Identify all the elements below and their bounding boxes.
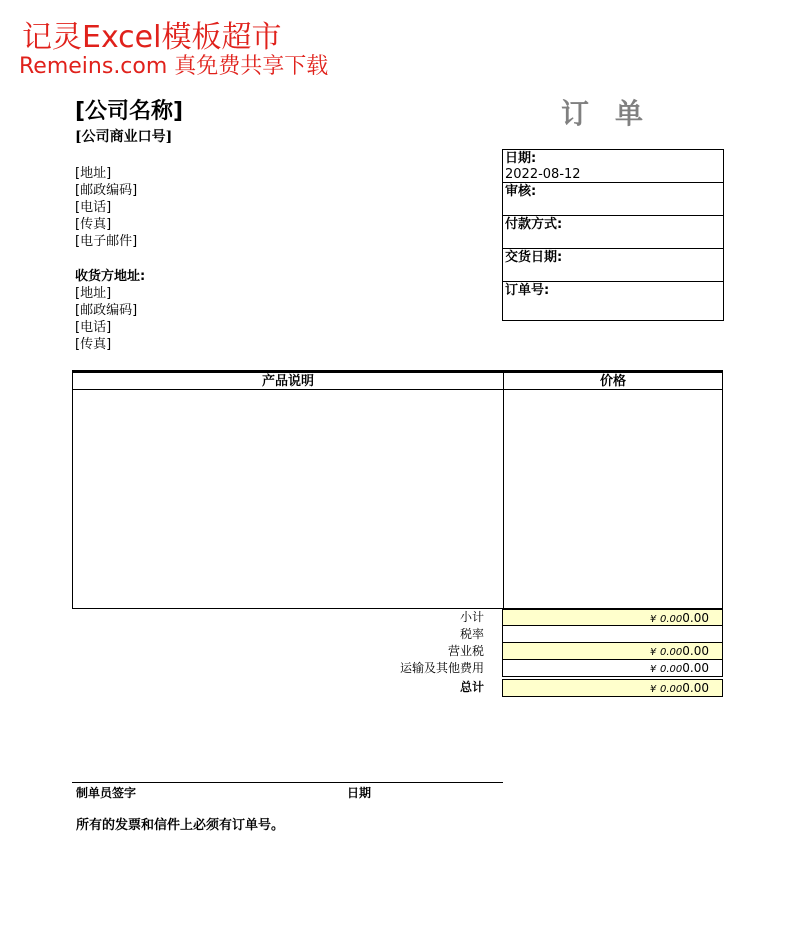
- subtotal-formatted: 0.00: [660, 614, 683, 625]
- shipping-value[interactable]: [502, 660, 723, 677]
- payment-label: 付款方式:: [505, 217, 563, 232]
- signature-label: 制单员签字: [76, 786, 137, 800]
- watermark-subtitle: Remeins.com 真免费共享下载: [19, 54, 329, 79]
- total-formatted: 0.00: [660, 684, 683, 695]
- sender-fax: [传真]: [75, 217, 112, 232]
- tax-rate-value[interactable]: [502, 626, 723, 643]
- sender-address: [地址]: [75, 166, 112, 181]
- signature-line: [72, 782, 503, 783]
- total-amount: 0.00: [682, 681, 709, 695]
- sales-tax-formatted: 0.00: [660, 647, 683, 658]
- sender-phone: [电话]: [75, 200, 112, 215]
- ship-to-postcode: [邮政编码]: [75, 303, 138, 318]
- shipping-amount: 0.00: [682, 661, 709, 675]
- footer-note: 所有的发票和信件上必须有订单号。: [76, 818, 285, 833]
- review-label: 审核:: [505, 184, 537, 199]
- order-info-box: [502, 149, 724, 321]
- subtotal-amount: 0.00: [682, 611, 709, 625]
- payment-cell[interactable]: [503, 216, 723, 249]
- review-cell[interactable]: [503, 183, 723, 216]
- total-label: 总计: [459, 680, 484, 694]
- date-value: 2022-08-12: [505, 167, 581, 182]
- currency-symbol: ¥: [649, 614, 657, 625]
- column-header-description: 产品说明: [73, 373, 503, 390]
- column-divider: [503, 390, 504, 608]
- signature-date-label: 日期: [347, 786, 372, 800]
- company-slogan: [公司商业口号]: [75, 129, 173, 145]
- date-label: 日期:: [505, 151, 537, 166]
- shipping-formatted: 0.00: [660, 664, 683, 675]
- sales-tax-amount: 0.00: [682, 644, 709, 658]
- order-number-label: 订单号:: [505, 283, 550, 298]
- sales-tax-value[interactable]: [502, 643, 723, 660]
- order-number-cell[interactable]: [503, 282, 723, 315]
- currency-symbol: ¥: [649, 647, 657, 658]
- page-title: 订单: [560, 97, 669, 130]
- tax-rate-label: 税率: [459, 627, 484, 641]
- total-value[interactable]: [502, 679, 723, 697]
- ship-to-fax: [传真]: [75, 337, 112, 352]
- currency-symbol: ¥: [649, 684, 657, 695]
- shipping-label: 运输及其他费用: [399, 661, 484, 675]
- sender-email: [电子邮件]: [75, 234, 138, 249]
- date-cell[interactable]: [503, 150, 723, 183]
- ship-to-address: [地址]: [75, 286, 112, 301]
- column-header-price: 价格: [503, 373, 722, 390]
- company-name: [公司名称]: [75, 99, 184, 124]
- subtotal-label: 小计: [459, 610, 484, 624]
- currency-symbol: ¥: [649, 664, 657, 675]
- sender-postcode: [邮政编码]: [75, 183, 138, 198]
- subtotal-value[interactable]: [502, 609, 723, 626]
- ship-to-label: 收货方地址:: [75, 269, 146, 284]
- watermark-title: 记灵Excel模板超市: [22, 20, 282, 55]
- delivery-date-label: 交货日期:: [505, 250, 563, 265]
- ship-to-phone: [电话]: [75, 320, 112, 335]
- sales-tax-label: 营业税: [447, 644, 484, 658]
- delivery-date-cell[interactable]: [503, 249, 723, 282]
- product-table: [72, 370, 723, 609]
